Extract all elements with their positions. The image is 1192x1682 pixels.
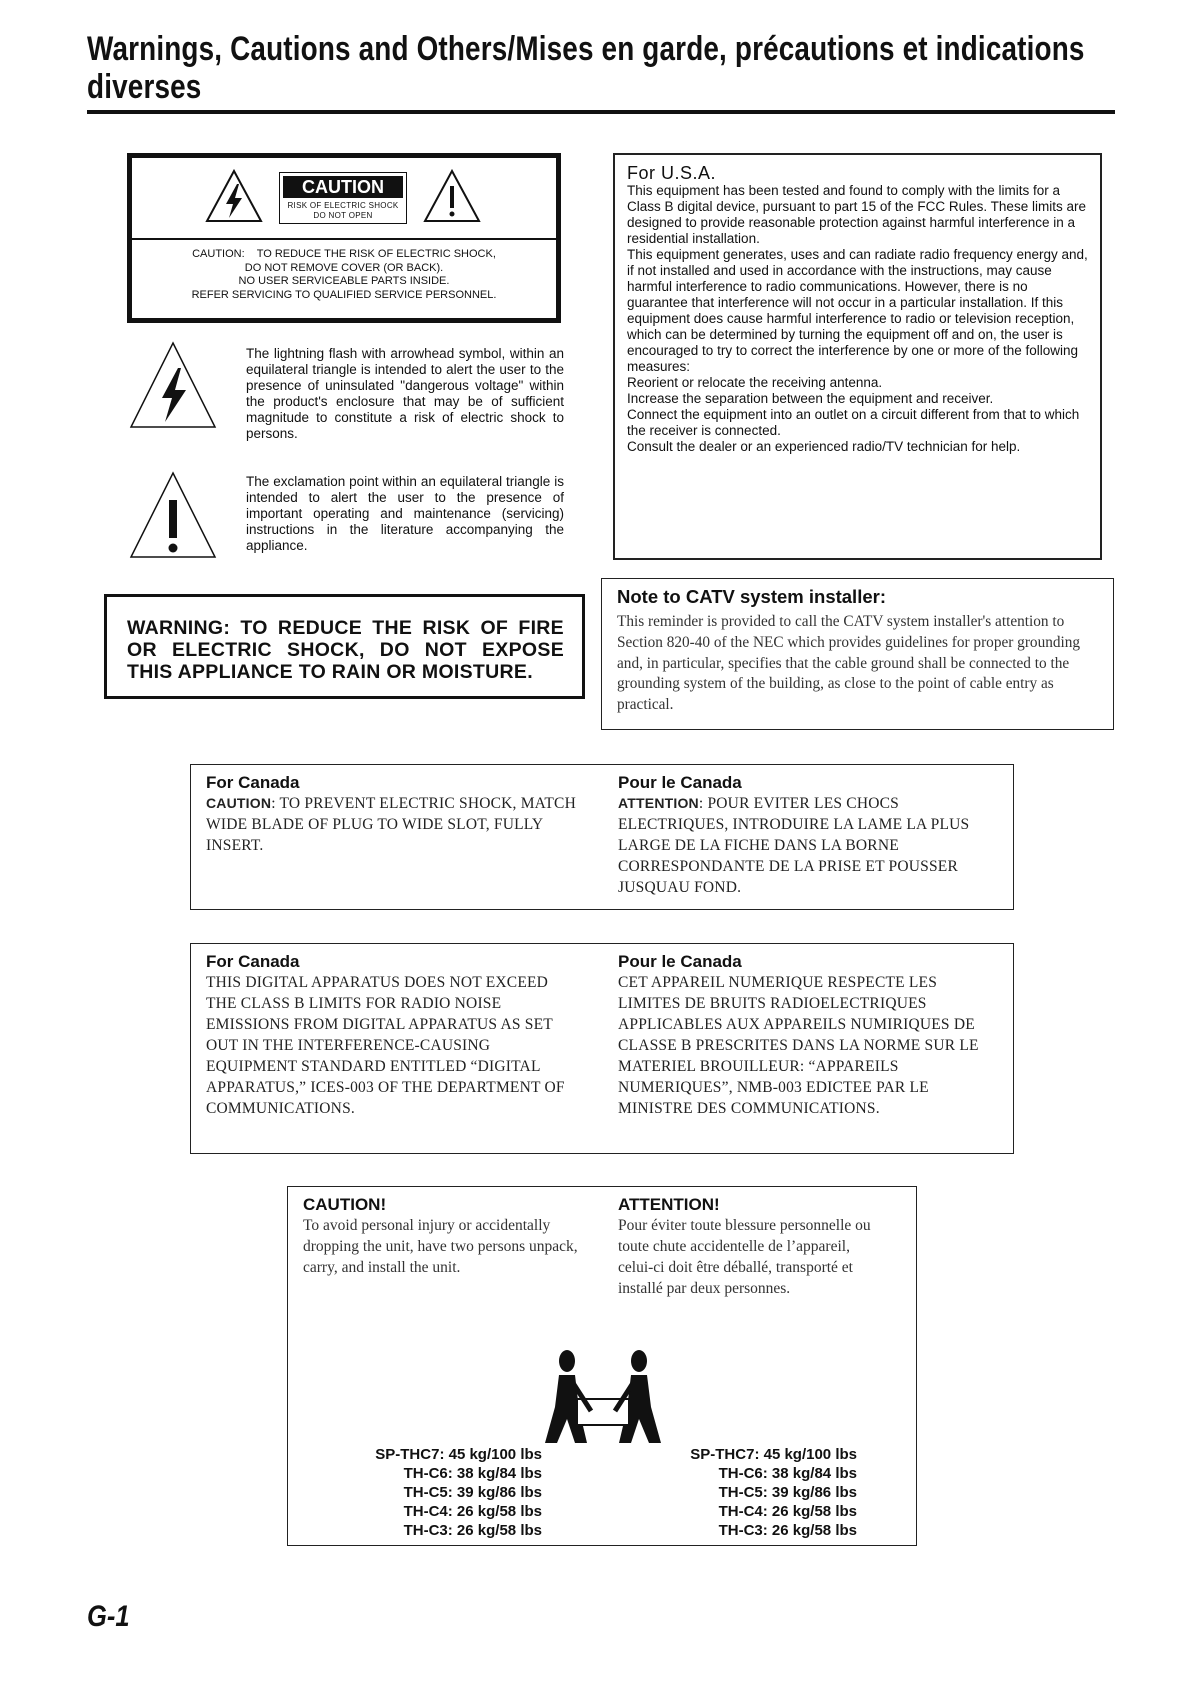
usa-paragraph-2: This equipment generates, uses and can radiate radio frequency energy and, if not installed and used in accordance with the instructions, may cause harmful interference to radio communications. However, there is no guarantee that interference will not occur in a particular installation. If this equipment does cause harmful interference to radio or television reception, which can be determined by turning the equipment off and on, the user is encouraged to try to correct the interference by one or more of the following measures: — [627, 247, 1088, 374]
weight-item: TH-C5: 39 kg/86 lbs — [718, 1484, 857, 1501]
canada-digital-heading-en: For Canada — [206, 952, 300, 971]
canada-digital-body-fr: CET APPAREIL NUMERIQUE RESPECTE LES LIMITES DE BRUITS RADIOELECTRIQUES APPLICABLES AUX APPAREILS NUMIRIQUES DE CLASSE B PRESCRITES DANS LA NORME SUR LE MATERIEL BROUILLEUR: “APPAREILS NUMERIQUES”, NMB-003 EDICTEE PAR LE MINISTRE DES COMMUNICATIONS. — [618, 974, 979, 1117]
exclamation-explanation: The exclamation point within an equilateral triangle is intended to alert the user to the presence of important operating and maintenance (servicing) instructions in the literature accompanying the appliance. — [246, 474, 564, 553]
canada-digital-body-en: THIS DIGITAL APPARATUS DOES NOT EXCEED THE CLASS B LIMITS FOR RADIO NOISE EMISSIONS FROM DIGITAL APPARATUS AS SET OUT IN THE INTERFERENCE-CAUSING EQUIPMENT STANDARD ENTITLED “DIGITAL APPARATUS,” ICES-003 OF THE DEPARTMENT OF COMMUNICATIONS. — [206, 974, 565, 1117]
usa-measure-4: Consult the dealer or an experienced radio/TV technician for help. — [627, 439, 1021, 454]
usa-measure-1: Reorient or relocate the receiving antenna. — [627, 375, 883, 390]
catv-heading: Note to CATV system installer: — [617, 586, 886, 607]
weight-item: TH-C6: 38 kg/84 lbs — [718, 1465, 857, 1482]
canada-digital-heading-fr: Pour le Canada — [618, 952, 742, 971]
weight-item: SP-THC7: 45 kg/100 lbs — [690, 1446, 857, 1463]
canada-plug-box — [190, 764, 1014, 910]
usa-measure-3: Connect the equipment into an outlet on a circuit different from that to which the receiver is connected. — [627, 407, 1080, 438]
caution-plate — [279, 172, 407, 224]
lifting-heading-fr: ATTENTION! — [618, 1195, 720, 1214]
canada-plug-heading-fr: Pour le Canada — [618, 773, 742, 792]
usa-heading: For U.S.A. — [627, 163, 717, 183]
page-number: G-1 — [87, 1600, 130, 1633]
weight-item: TH-C5: 39 kg/86 lbs — [403, 1484, 542, 1501]
lifting-body-en: To avoid personal injury or accidentally dropping the unit, have two persons unpack, carry, and install the unit. — [303, 1217, 578, 1276]
canada-plug-body-fr: : POUR EVITER LES CHOCS ELECTRIQUES, INTRODUIRE LA LAME LA PLUS LARGE DE LA FICHE DANS LA BORNE CORRESPONDANTE DE LA PRISE ET POUSSER JUSQUAU FOND. — [618, 795, 970, 896]
lightning-explanation: The lightning flash with arrowhead symbol, within an equilateral triangle is intended to alert the user to the presence of uninsulated "dangerous voltage" within the product's enclosure that may be of sufficient magnitude to constitute a risk of electric shock to persons. — [246, 346, 564, 441]
catv-body: This reminder is provided to call the CATV system installer's attention to Section 820-40 of the NEC which provides guidelines for proper grounding and, in particular, specifies that the cable ground shall be connected to the grounding system of the building, as close to the point of cable entry as practical. — [617, 613, 1081, 714]
caution-line: CAUTION: TO REDUCE THE RISK OF ELECTRIC SHOCK, — [192, 248, 496, 260]
warning-text: WARNING: TO REDUCE THE RISK OF FIRE OR ELECTRIC SHOCK, DO NOT EXPOSE THIS APPLIANCE TO RAIN OR MOISTURE. — [127, 617, 564, 683]
lightning-symbol-icon — [128, 340, 218, 430]
page-title: Warnings, Cautions and Others/Mises en garde, précautions et indications diverses — [87, 30, 1085, 106]
weight-item: TH-C3: 26 kg/58 lbs — [403, 1522, 542, 1539]
catv-box — [601, 578, 1114, 730]
canada-plug-label-fr: ATTENTION — [618, 795, 699, 811]
weight-item: TH-C6: 38 kg/84 lbs — [403, 1465, 542, 1482]
lightning-triangle-icon — [204, 168, 264, 224]
title-rule — [87, 110, 1115, 114]
caution-line: NO USER SERVICEABLE PARTS INSIDE. — [238, 275, 450, 287]
weights-list-fr — [643, 1445, 857, 1540]
usa-box — [613, 153, 1102, 560]
canada-plug-label-en: CAUTION — [206, 795, 272, 811]
lifting-heading-en: CAUTION! — [303, 1195, 387, 1214]
weights-list-en — [328, 1445, 542, 1540]
caution-label-text — [132, 248, 556, 302]
weight-item: SP-THC7: 45 kg/100 lbs — [375, 1446, 542, 1463]
usa-paragraph-1: This equipment has been tested and found to comply with the limits for a Class B digital device, pursuant to part 15 of the FCC Rules. These limits are designed to provide reasonable protection against harmful interference in a residential installation. — [627, 183, 1086, 246]
exclamation-symbol-icon — [128, 470, 218, 560]
canada-plug-body-en: : TO PREVENT ELECTRIC SHOCK, MATCH WIDE BLADE OF PLUG TO WIDE SLOT, FULLY INSERT. — [206, 795, 576, 854]
caution-line: REFER SERVICING TO QUALIFIED SERVICE PERSONNEL. — [191, 288, 497, 301]
warning-box — [104, 594, 585, 699]
canada-digital-box — [190, 943, 1014, 1154]
caution-sub-2: DO NOT OPEN — [313, 211, 373, 220]
exclamation-triangle-icon — [422, 168, 482, 224]
two-person-lift-icon — [543, 1349, 663, 1445]
caution-sub-1: RISK OF ELECTRIC SHOCK — [287, 201, 399, 210]
caution-line: DO NOT REMOVE COVER (OR BACK). — [244, 261, 444, 274]
weight-item: TH-C4: 26 kg/58 lbs — [718, 1503, 857, 1520]
weight-item: TH-C4: 26 kg/58 lbs — [403, 1503, 542, 1520]
lifting-caution-box — [287, 1186, 917, 1546]
usa-measure-2: Increase the separation between the equipment and receiver. — [627, 391, 994, 406]
caution-label — [127, 153, 561, 323]
weight-item: TH-C3: 26 kg/58 lbs — [718, 1522, 857, 1539]
lifting-body-fr: Pour éviter toute blessure personnelle ou toute chute accidentelle de l’appareil, celui-ci doit être déballé, transporté et installé par deux personnes. — [618, 1217, 871, 1297]
canada-plug-heading-en: For Canada — [206, 773, 300, 792]
caution-word: CAUTION — [283, 176, 403, 198]
